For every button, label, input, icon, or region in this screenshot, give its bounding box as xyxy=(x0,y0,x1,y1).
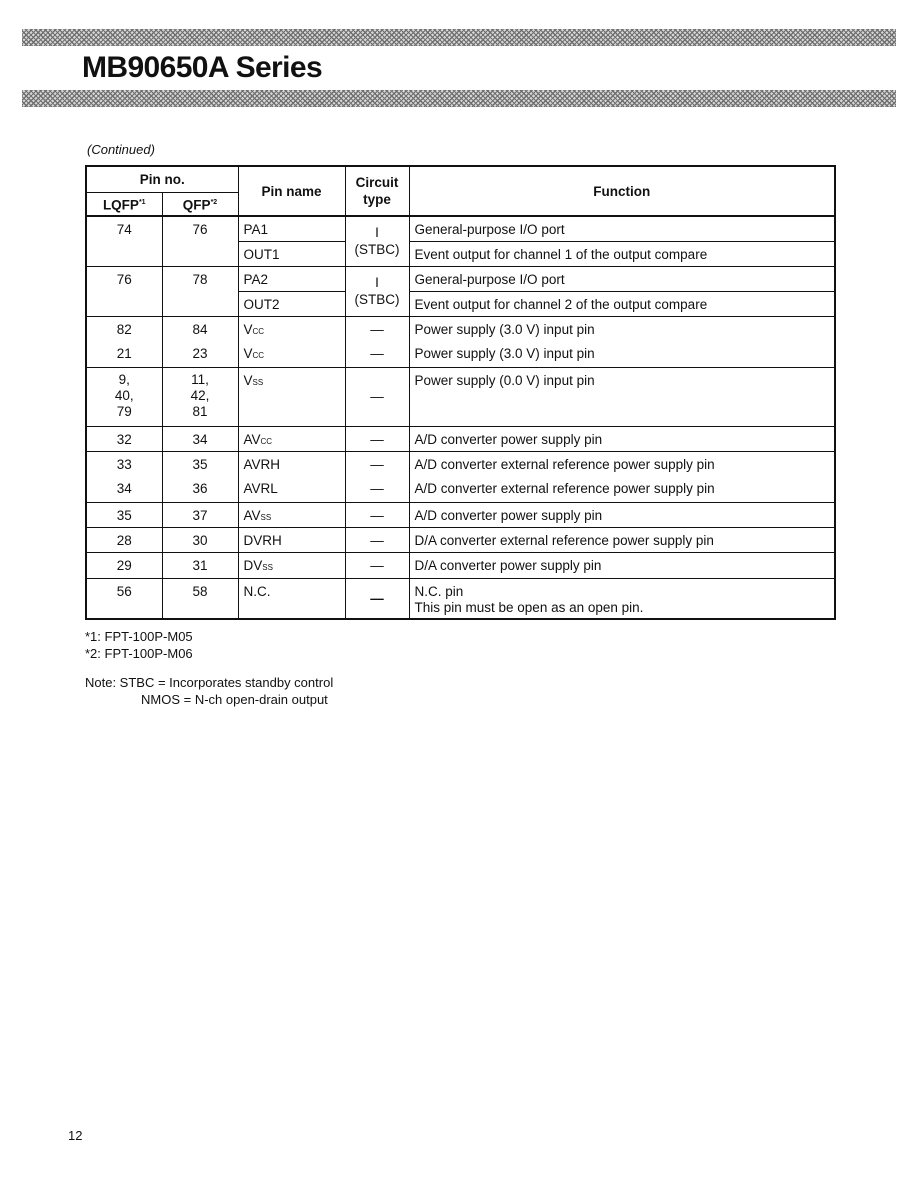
lqfp-value-1: 9, xyxy=(118,371,130,387)
table-row xyxy=(86,316,835,341)
row-group-avcc xyxy=(86,426,835,451)
pin-name-main: AV xyxy=(243,507,261,523)
function-line2: This pin must be open as an open pin. xyxy=(414,599,644,615)
cell-lqfp: 32 xyxy=(86,426,162,451)
cell-circuit-type: — xyxy=(345,367,409,426)
cell-qfp: 84 xyxy=(162,316,238,341)
header-hatch-bar-top xyxy=(22,29,896,46)
header-qfp-text: QFP xyxy=(182,197,211,213)
row-group-dvrh xyxy=(86,527,835,552)
pin-name-main: DV xyxy=(243,557,263,573)
cell-function: D/A converter power supply pin xyxy=(409,552,835,578)
header-qfp-footnote-mark: *2 xyxy=(210,199,218,206)
cell-pin-name: PA1 xyxy=(238,216,345,241)
cell-function: Power supply (3.0 V) input pin xyxy=(409,316,835,341)
cell-circuit-type: — xyxy=(345,552,409,578)
pin-name-subscript: CC xyxy=(252,351,265,360)
pin-name-subscript: SS xyxy=(262,562,273,572)
header-circuit-line1: Circuit xyxy=(355,175,399,190)
header-function: Function xyxy=(409,166,835,216)
cell-lqfp: 28 xyxy=(86,527,162,552)
cell-circuit-type xyxy=(345,266,409,316)
pin-name-subscript: SS xyxy=(252,377,264,387)
cell-function: A/D converter external reference power supply pin xyxy=(409,451,835,476)
circuit-type-line1: I xyxy=(375,225,379,241)
lqfp-value-2: 40, xyxy=(114,387,134,403)
qfp-value-3: 81 xyxy=(192,403,208,419)
cell-circuit-type: — xyxy=(345,578,409,619)
cell-function: Event output for channel 2 of the output compare xyxy=(409,291,835,316)
note-line-1: Note: STBC = Incorporates standby control xyxy=(85,675,334,690)
cell-function: Power supply (0.0 V) input pin xyxy=(409,367,835,426)
cell-lqfp: 21 xyxy=(86,341,162,367)
cell-pin-name xyxy=(238,426,345,451)
cell-function: General-purpose I/O port xyxy=(409,266,835,291)
header-lqfp-text: LQFP xyxy=(102,197,139,213)
cell-function: D/A converter external reference power supply pin xyxy=(409,527,835,552)
cell-pin-name xyxy=(238,367,345,426)
cell-lqfp xyxy=(86,367,162,426)
table-row xyxy=(86,426,835,451)
table-row xyxy=(86,341,835,367)
cell-pin-name: DVRH xyxy=(238,527,345,552)
circuit-type-line2: (STBC) xyxy=(354,292,400,307)
cell-pin-name: AVRL xyxy=(238,476,345,502)
circuit-type-line2: (STBC) xyxy=(354,242,400,258)
table-header xyxy=(86,166,835,216)
cell-function: A/D converter power supply pin xyxy=(409,502,835,527)
header-pin-name: Pin name xyxy=(238,166,345,216)
continued-label: (Continued) xyxy=(87,142,155,157)
cell-qfp: 23 xyxy=(162,341,238,367)
row-group-nc xyxy=(86,578,835,619)
row-group-avss xyxy=(86,502,835,527)
pin-name-subscript: CC xyxy=(252,326,265,336)
cell-pin-name xyxy=(238,316,345,341)
cell-lqfp: 56 xyxy=(86,578,162,619)
row-group-pa2 xyxy=(86,266,835,316)
cell-circuit-type: — xyxy=(345,502,409,527)
cell-circuit-type: — xyxy=(345,341,409,367)
cell-lqfp: 74 xyxy=(86,216,162,266)
note-block xyxy=(85,674,333,708)
cell-lqfp: 76 xyxy=(86,266,162,316)
header-lqfp xyxy=(86,192,162,216)
table-row xyxy=(86,216,835,241)
header-qfp xyxy=(162,192,238,216)
cell-function: Power supply (3.0 V) input pin xyxy=(409,341,835,367)
qfp-value-2: 42, xyxy=(190,387,210,403)
row-group-dvss xyxy=(86,552,835,578)
cell-circuit-type: — xyxy=(345,316,409,341)
table-row xyxy=(86,552,835,578)
cell-lqfp: 35 xyxy=(86,502,162,527)
note-line-2: NMOS = N-ch open-drain output xyxy=(141,692,328,707)
cell-qfp: 78 xyxy=(162,266,238,316)
cell-qfp: 58 xyxy=(162,578,238,619)
cell-circuit-type: — xyxy=(345,476,409,502)
cell-qfp xyxy=(162,367,238,426)
header-pin-no: Pin no. xyxy=(86,166,238,192)
table-row xyxy=(86,367,835,426)
row-group-vss xyxy=(86,367,835,426)
cell-qfp: 36 xyxy=(162,476,238,502)
footnote-2: *2: FPT-100P-M06 xyxy=(85,646,193,661)
pin-name-main: AV xyxy=(243,431,261,447)
pin-name-main: V xyxy=(243,321,253,337)
row-group-vcc xyxy=(86,316,835,367)
cell-circuit-type: — xyxy=(345,451,409,476)
footnotes xyxy=(85,628,193,662)
cell-lqfp: 33 xyxy=(86,451,162,476)
cell-pin-name: AVRH xyxy=(238,451,345,476)
lqfp-value-3: 79 xyxy=(116,403,132,419)
table-row xyxy=(86,527,835,552)
cell-function: A/D converter power supply pin xyxy=(409,426,835,451)
table-row xyxy=(86,451,835,476)
pin-name-subscript: CC xyxy=(260,436,273,446)
circuit-type-line1: I xyxy=(375,275,379,290)
row-group-avr xyxy=(86,451,835,502)
cell-pin-name: OUT1 xyxy=(238,241,345,266)
header-lqfp-footnote-mark: *1 xyxy=(138,199,146,206)
cell-lqfp: 29 xyxy=(86,552,162,578)
page-number: 12 xyxy=(68,1128,83,1143)
cell-circuit-type: — xyxy=(345,426,409,451)
cell-qfp: 31 xyxy=(162,552,238,578)
pin-name-subscript: SS xyxy=(260,512,272,522)
pin-name-main: V xyxy=(243,346,253,361)
cell-pin-name: N.C. xyxy=(238,578,345,619)
cell-qfp: 34 xyxy=(162,426,238,451)
pin-assignment-table xyxy=(85,165,836,620)
cell-function xyxy=(409,578,835,619)
cell-qfp: 37 xyxy=(162,502,238,527)
header-circuit-line2: type xyxy=(363,192,391,207)
pin-name-main: V xyxy=(243,372,253,388)
cell-pin-name: OUT2 xyxy=(238,291,345,316)
header-circuit-type xyxy=(345,166,409,216)
header-hatch-bar-bottom xyxy=(22,90,896,107)
footnote-1: *1: FPT-100P-M05 xyxy=(85,629,193,644)
cell-pin-name xyxy=(238,552,345,578)
table-row xyxy=(86,502,835,527)
cell-function: Event output for channel 1 of the output compare xyxy=(409,241,835,266)
cell-lqfp: 34 xyxy=(86,476,162,502)
cell-function: General-purpose I/O port xyxy=(409,216,835,241)
cell-qfp: 35 xyxy=(162,451,238,476)
cell-circuit-type xyxy=(345,216,409,266)
table-row xyxy=(86,578,835,619)
cell-qfp: 76 xyxy=(162,216,238,266)
cell-pin-name: PA2 xyxy=(238,266,345,291)
document-title: MB90650A Series xyxy=(82,51,323,84)
cell-pin-name xyxy=(238,341,345,367)
row-group-pa1 xyxy=(86,216,835,266)
cell-lqfp: 82 xyxy=(86,316,162,341)
function-line1: N.C. pin xyxy=(414,583,464,599)
table-row xyxy=(86,476,835,502)
table-row xyxy=(86,266,835,291)
cell-function: A/D converter external reference power supply pin xyxy=(409,476,835,502)
qfp-value-1: 11, xyxy=(191,371,209,387)
cell-circuit-type: — xyxy=(345,527,409,552)
cell-pin-name xyxy=(238,502,345,527)
cell-qfp: 30 xyxy=(162,527,238,552)
